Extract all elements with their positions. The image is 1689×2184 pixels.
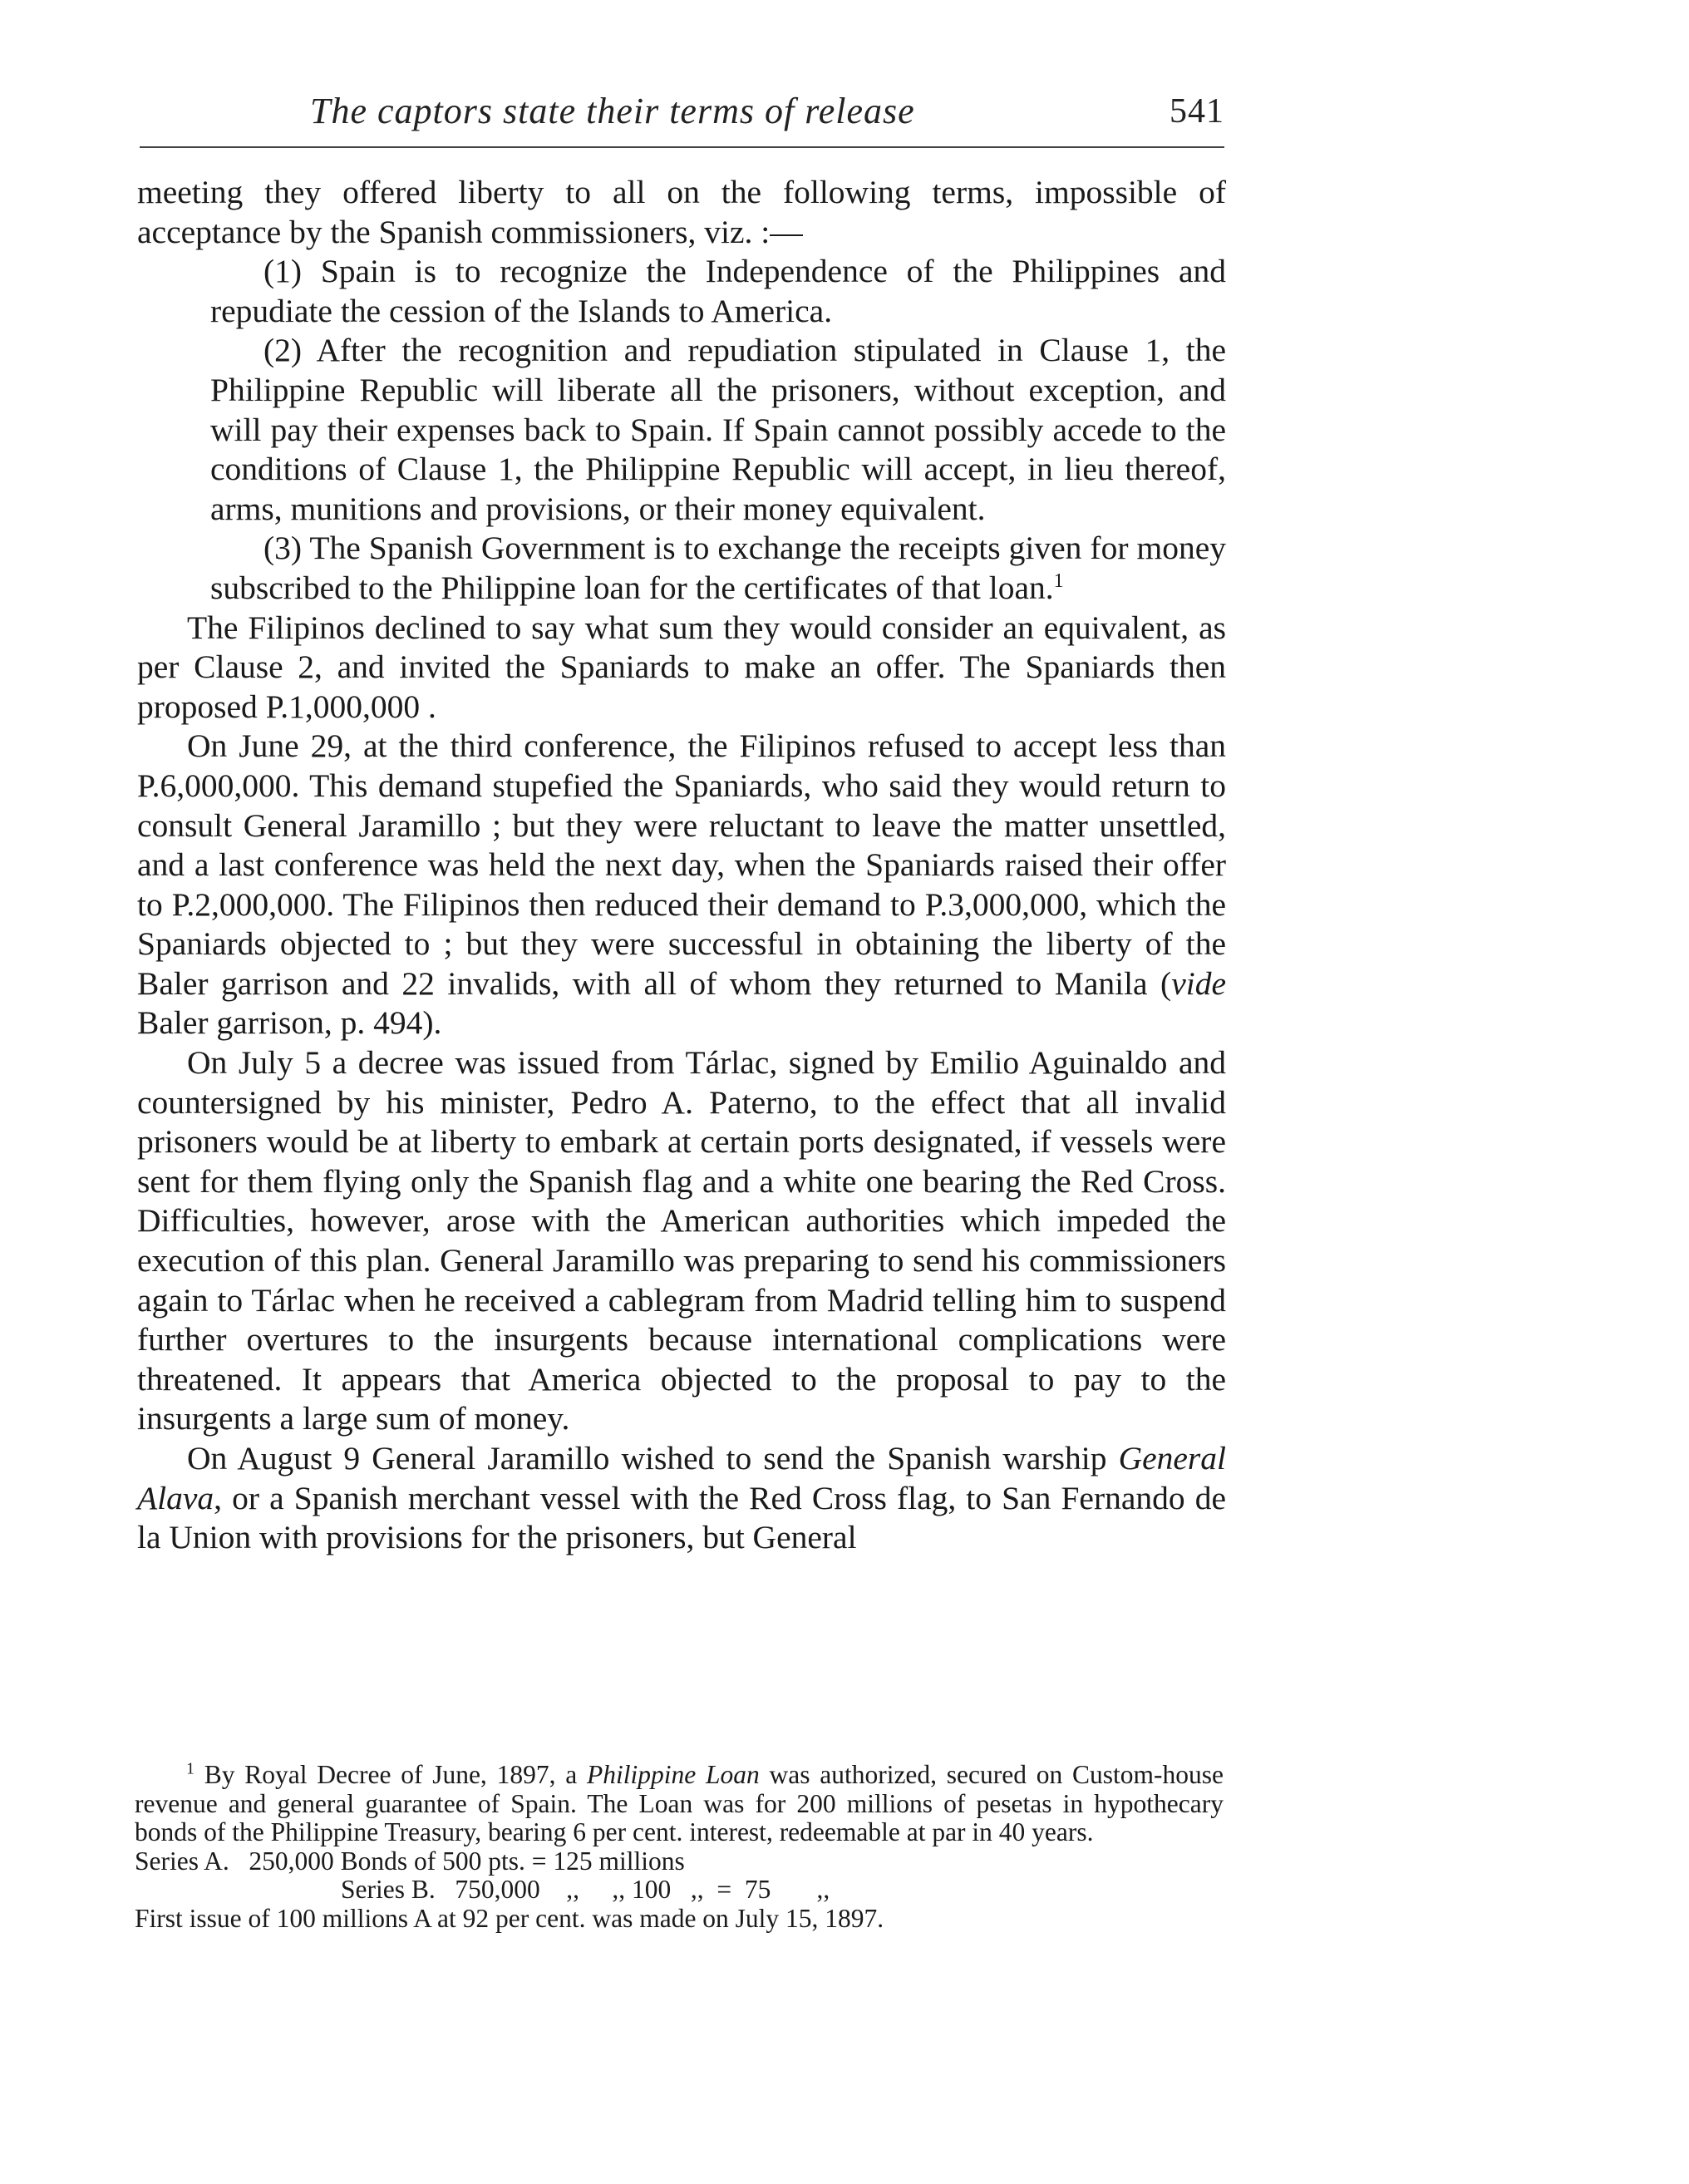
footnote-mark: 1	[186, 1759, 195, 1778]
clause-3	[210, 529, 1226, 608]
paragraph-continued: meeting they offered liberty to all on the following terms, impossible of acceptance by the Spanish commissioners, viz. :—	[137, 174, 1226, 250]
warship-name: General Alava	[137, 1440, 1226, 1516]
running-title: The captors state their terms of release	[310, 91, 915, 131]
paragraph-june-29	[137, 727, 1226, 1043]
loan-name: Philippine Loan	[586, 1760, 760, 1789]
paragraph-august-9-end: , or a Spanish merchant vessel with the Red Cross flag, to San Fernando de la Union with provisions for the prisoners, but General	[137, 1479, 1226, 1556]
footnote-reference: 1	[1053, 569, 1064, 592]
paragraph-july-5: On July 5 a decree was issued from Tárlac, signed by Emilio Aguinaldo and countersigned by his minister, Pedro A. Paterno, to the effect that all invalid prisoners would be at liberty to embark at certain ports designated, if vessels were sent for them flying only the Spanish flag and a white one bearing the Red Cross. Difficulties, however, arose with the American authorities which impeded the execution of this plan. General Jaramillo was preparing to send his commissioners again to Tárlac when he received a cablegram from Madrid telling him to suspend further overtures to the insurgents because international complications were threatened. It appears that America objected to the proposal to pay to the insurgents a large sum of money.	[137, 1044, 1226, 1437]
series-b-row: Series B. 750,000 ,, ,, 100 ,, = 75 ,,	[341, 1875, 830, 1905]
series-a-row: Series A. 250,000 Bonds of 500 pts. = 125 millions	[135, 1846, 685, 1876]
footnote-text-end: was authorized, secured on Custom-house revenue and general guarantee of Spain. The Loan was for 200 millions of pesetas in hypothecary bonds of the Philippine Treasury, bearing 6 per cent. interest, redeemable at par in 40 years.	[135, 1760, 1224, 1847]
vide-italic: vide	[1171, 964, 1226, 1002]
clause-3-text: (3) The Spanish Government is to exchange the receipts given for money subscribed to the Philippine loan for the certificates of that loan.	[210, 530, 1226, 606]
paragraph-filipinos-declined: The Filipinos declined to say what sum they would consider an equivalent, as per Clause 2, and invited the Spaniards to make an offer. The Spaniards then proposed P.1,000,000 .	[137, 609, 1226, 725]
footnote-text-start: By Royal Decree of June, 1897, a	[195, 1760, 587, 1789]
paragraph-june-29-text: On June 29, at the third conference, the Filipinos refused to accept less than P.6,000,000. This demand stupefied the Spaniards, who said they would return to consult General Jaramillo ; but they were reluctant to leave the matter unsettled, and a last conference was held the next day, when the Spaniards raised their offer to P.2,000,000. The Filipinos then reduced their demand to P.3,000,000, which the Spaniards objected to ; but they were successful in obtaining the liberty of the Baler garrison and 22 invalids, with all of whom they returned to Manila (	[137, 727, 1226, 1002]
footnotes	[135, 1761, 1224, 1934]
clause-2: (2) After the recognition and repudiation stipulated in Clause 1, the Philippine Republic will liberate all the prisoners, without exception, and will pay their expenses back to Spain. If Spain cannot possibly accede to the conditions of Clause 1, the Philippine Republic will accept, in lieu thereof, arms, munitions and provisions, or their money equivalent.	[210, 332, 1226, 527]
page-number: 541	[1169, 92, 1224, 131]
clause-1: (1) Spain is to recognize the Independence of the Philippines and repudiate the cession of the Islands to America.	[210, 253, 1226, 329]
header-rule	[140, 146, 1224, 148]
paragraph-august-9-text: On August 9 General Jaramillo wished to send the Spanish warship	[187, 1440, 1119, 1477]
paragraph-june-29-end: Baler garrison, p. 494).	[137, 1004, 442, 1042]
footnote-first-issue: First issue of 100 millions A at 92 per cent. was made on July 15, 1897.	[135, 1903, 884, 1933]
paragraph-august-9	[137, 1439, 1226, 1558]
page-header	[140, 90, 1224, 148]
footnote-1	[135, 1761, 1224, 1847]
main-text	[137, 173, 1226, 1558]
